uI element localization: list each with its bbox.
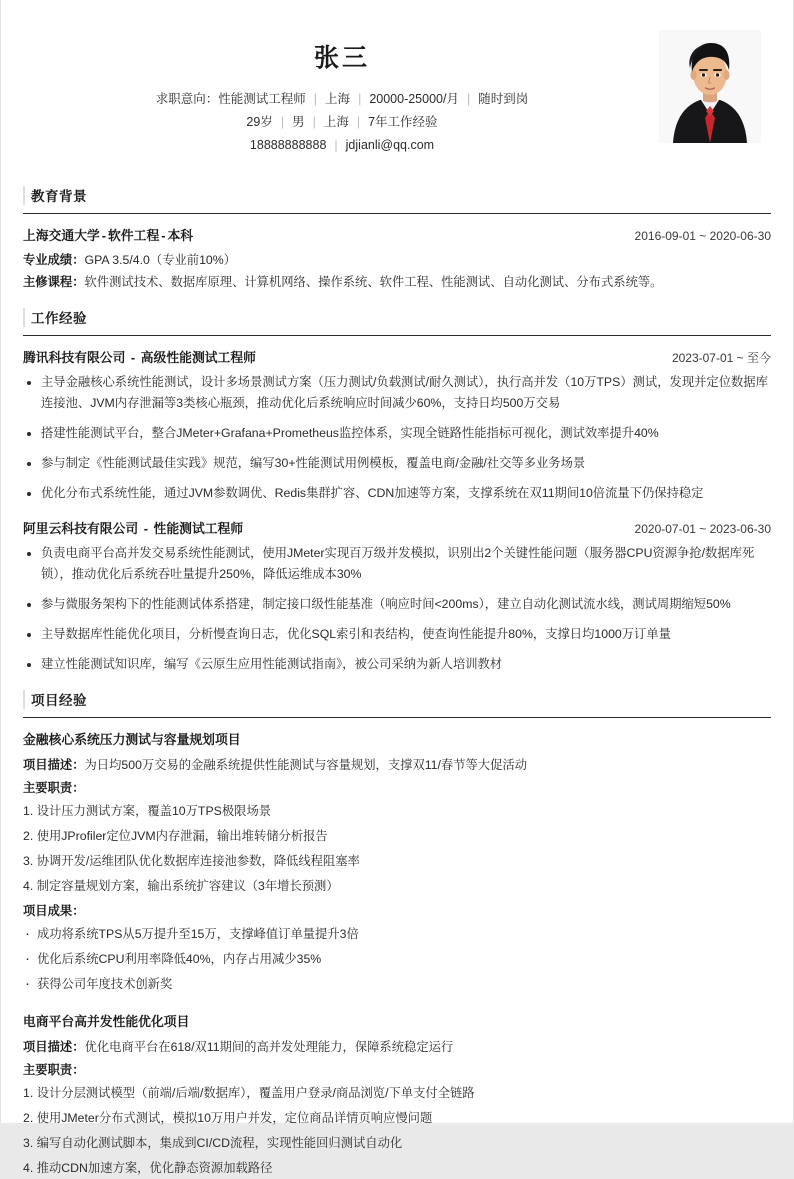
education-courses-label: 主修课程： <box>23 275 85 289</box>
work-bullet-item: 优化分布式系统性能，通过JVM参数调优、Redis集群扩容、CDN加速等方案，支撑系统在双11期间10倍流量下仍保持稳定 <box>23 483 771 504</box>
personal-gender: 男 <box>292 115 305 129</box>
personal-age: 29岁 <box>246 115 273 129</box>
project-result-list <box>23 924 771 995</box>
education-gpa-value: GPA 3.5/4.0（专业前10%） <box>84 253 236 267</box>
education-gpa-row <box>23 250 771 271</box>
avatar-photo-icon <box>659 30 761 143</box>
project-result-item: · 优化后系统CPU利用率降低40%，内存占用减少35% <box>23 949 771 970</box>
job-intent-label: 求职意向： <box>155 92 219 106</box>
project-name: 金融核心系统压力测试与容量规划项目 <box>23 732 241 747</box>
project-duty-item: 设计分层测试模型（前端/后端/数据库），覆盖用户登录/商品浏览/下单支付全链路 <box>36 1086 475 1100</box>
job-salary: 20000-25000/月 <box>369 92 459 106</box>
section-title-projects: 项目经验 <box>31 693 87 708</box>
project-duty-list <box>23 801 771 897</box>
work-entry-head <box>23 518 771 537</box>
work-date: 2020-07-01 ~ 2023-06-30 <box>634 522 771 536</box>
education-dash: - <box>101 228 107 243</box>
education-school: 上海交通大学 <box>23 228 100 243</box>
contact-phone: 18888888888 <box>249 138 327 152</box>
section-title-work: 工作经验 <box>31 311 87 326</box>
work-dash: - <box>140 521 152 536</box>
page-title: 张三 <box>313 44 370 72</box>
work-role: 性能测试工程师 <box>153 521 244 536</box>
work-entry-head <box>23 347 771 366</box>
project-duty-item: 推动CDN加速方案，优化静态资源加载路径 <box>36 1161 273 1175</box>
section-header-education <box>23 185 771 214</box>
project-result-item: · 成功将系统TPS从5万提升至15万，支撑峰值订单量提升3倍 <box>23 924 771 945</box>
contact-email: jdjianli@qq.com <box>345 138 435 152</box>
education-courses-value: 软件测试技术、数据库原理、计算机网络、操作系统、软件工程、性能测试、自动化测试、分布式系统等。 <box>84 275 663 289</box>
work-dash: - <box>127 350 139 365</box>
education-date: 2016-09-01 ~ 2020-06-30 <box>634 229 771 243</box>
work-date: 2023-07-01 ~ 至今 <box>671 351 771 365</box>
section-work <box>23 307 771 675</box>
project-duty-item: 协调开发/运维团队优化数据库连接池参数，降低线程阻塞率 <box>36 854 360 868</box>
project-duty-label: 主要职责： <box>23 781 85 795</box>
project-description-value: 为日均500万交易的金融系统提供性能测试与容量规划，支撑双11/春节等大促活动 <box>84 758 527 772</box>
section-header-work <box>23 307 771 336</box>
work-bullet-item: 参与微服务架构下的性能测试体系搭建，制定接口级性能基准（响应时间<200ms），建立自动化测试流水线，测试周期缩短50% <box>23 594 771 615</box>
meta-separator: | <box>466 92 471 106</box>
project-duty-item: 使用JMeter分布式测试，模拟10万用户并发，定位商品详情页响应慢问题 <box>36 1111 433 1125</box>
section-body-work <box>23 336 771 675</box>
work-entry <box>23 347 771 504</box>
education-entry-title <box>23 225 193 244</box>
personal-location: 上海 <box>323 115 349 129</box>
work-bullet-item: 负责电商平台高并发交易系统性能测试，使用JMeter实现百万级并发模拟，识别出2个关键性能问题（服务器CPU资源争抢/数据库死锁），推动优化后系统吞吐量提升250%，降低运维成本30% <box>23 543 771 585</box>
section-body-projects <box>23 718 771 1179</box>
project-description-value: 优化电商平台在618/双11期间的高并发处理能力，保障系统稳定运行 <box>84 1040 454 1054</box>
meta-separator: | <box>313 92 318 106</box>
project-result-label: 项目成果： <box>23 904 85 918</box>
section-body-education <box>23 214 771 293</box>
project-name: 电商平台高并发性能优化项目 <box>23 1014 190 1029</box>
section-projects <box>23 689 771 1179</box>
work-bullet-item: 主导金融核心系统性能测试，设计多场景测试方案（压力测试/负载测试/耐久测试），执行高并发（10万TPS）测试，发现并定位数据库连接池、JVM内存泄漏等3类核心瓶颈，推动优化后系统响应时间减少60%，支持日均500万交易 <box>23 372 771 414</box>
project-duty-label: 主要职责： <box>23 1063 85 1077</box>
work-bullet-item: 主导数据库性能优化项目，分析慢查询日志，优化SQL索引和表结构，使查询性能提升80%，支撑日均1000万订单量 <box>23 624 771 645</box>
education-dash: - <box>161 228 166 243</box>
resume-content <box>1 0 793 1179</box>
project-entry <box>23 729 771 995</box>
project-duty-item: 设计压力测试方案，覆盖10万TPS极限场景 <box>36 804 272 818</box>
project-duty-item: 制定容量规划方案，输出系统扩容建议（3年增长预测） <box>36 879 339 893</box>
work-entry-title <box>23 518 243 537</box>
work-company: 阿里云科技有限公司 <box>23 521 139 536</box>
education-gpa-label: 专业成绩： <box>23 253 85 267</box>
personal-experience: 7年工作经验 <box>368 115 438 129</box>
project-duty-list <box>23 1083 771 1179</box>
work-company: 腾讯科技有限公司 <box>23 350 126 365</box>
work-bullet-list <box>23 543 771 675</box>
work-bullet-item: 搭建性能测试平台，整合JMeter+Grafana+Prometheus监控体系，实现全链路性能指标可视化，测试效率提升40% <box>23 423 771 444</box>
education-degree: 本科 <box>167 228 194 243</box>
project-description-row <box>23 1037 771 1058</box>
project-description-row <box>23 755 771 776</box>
education-major: 软件工程 <box>108 228 160 243</box>
job-intent-value: 性能测试工程师 <box>218 92 306 106</box>
project-duty-item: 编写自动化测试脚本，集成到CI/CD流程，实现性能回归测试自动化 <box>36 1136 403 1150</box>
section-header-projects <box>23 689 771 718</box>
job-availability: 随时到岗 <box>478 92 529 106</box>
section-education <box>23 185 771 293</box>
meta-separator: | <box>356 115 361 129</box>
meta-separator: | <box>334 138 338 152</box>
resume-header <box>23 16 771 171</box>
section-title-education: 教育背景 <box>31 189 87 204</box>
education-entry-head <box>23 225 771 244</box>
project-duty-item: 使用JProfiler定位JVM内存泄漏，输出堆转储分析报告 <box>36 829 328 843</box>
education-entry <box>23 225 771 293</box>
work-bullet-item: 建立性能测试知识库，编写《云原生应用性能测试指南》，被公司采纳为新人培训教材 <box>23 654 771 675</box>
meta-separator: | <box>312 115 316 129</box>
job-city: 上海 <box>325 92 351 106</box>
project-result-item: · 获得公司年度技术创新奖 <box>23 974 771 995</box>
work-bullet-item: 参与制定《性能测试最佳实践》规范，编写30+性能测试用例模板，覆盖电商/金融/社交等多业务场景 <box>23 453 771 474</box>
meta-separator: | <box>358 92 362 106</box>
work-bullet-list <box>23 372 771 504</box>
work-role: 高级性能测试工程师 <box>140 350 256 365</box>
avatar <box>659 30 761 143</box>
project-entry <box>23 1011 771 1179</box>
work-entry-title <box>23 347 256 366</box>
education-courses-row <box>23 272 771 293</box>
project-description-label: 项目描述： <box>23 1040 85 1054</box>
work-entry <box>23 518 771 675</box>
meta-separator: | <box>280 115 285 129</box>
project-description-label: 项目描述： <box>23 758 85 772</box>
